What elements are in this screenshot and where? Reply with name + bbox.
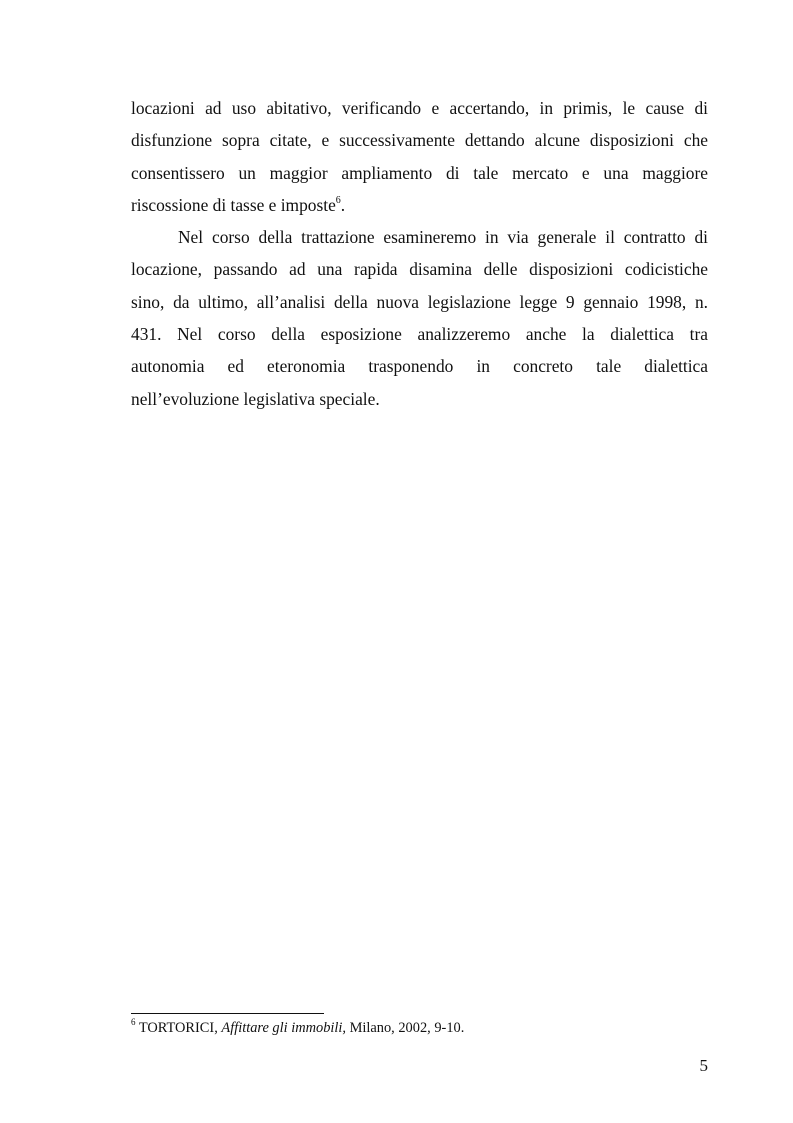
footnote — [131, 1018, 708, 1038]
paragraph-1-line-1: locazioni ad uso abitativo, verificando e accertando, in primis, le cause di — [131, 98, 708, 118]
footnote-title: Affittare gli immobili, — [221, 1020, 346, 1036]
paragraph-2-line-4: 431. Nel corso della esposizione analizzeremo anche la dialettica tra — [131, 324, 708, 345]
footnote-reference[interactable]: 6 — [335, 195, 341, 207]
paragraph-1-line-4-end: . — [340, 194, 346, 215]
footnote-number: 6 — [131, 1017, 136, 1028]
footnote-author: TORTORICI, — [135, 1020, 222, 1036]
footnote-publication: Milano, 2002, 9-10. — [346, 1020, 465, 1036]
body-text — [131, 92, 708, 415]
paragraph-1-line-3: consentissero un maggior ampliamento di tale mercato e una maggiore — [131, 162, 708, 183]
paragraph-2-line-2: locazione, passando ad una rapida disamina delle disposizioni codicistiche — [131, 259, 708, 280]
page-number: 5 — [699, 1056, 708, 1075]
footnote-divider — [131, 1013, 324, 1014]
paragraph-1-line-2: disfunzione sopra citate, e successivamente dettando alcune disposizioni che — [131, 130, 708, 151]
paragraph-1-line-4 — [131, 189, 708, 221]
paragraph-2-line-1: Nel corso della trattazione esamineremo in via generale il contratto di — [178, 227, 708, 248]
paragraph-2-line-6: nell’evoluzione legislativa speciale. — [131, 388, 380, 409]
paragraph-2-line-5: autonomia ed eteronomia trasponendo in concreto tale dialettica — [131, 356, 708, 377]
paragraph-1-line-4-text: riscossione di tasse e imposte — [131, 194, 336, 215]
paragraph-2-line-3: sino, da ultimo, all’analisi della nuova legislazione legge 9 gennaio 1998, n. — [131, 291, 708, 312]
